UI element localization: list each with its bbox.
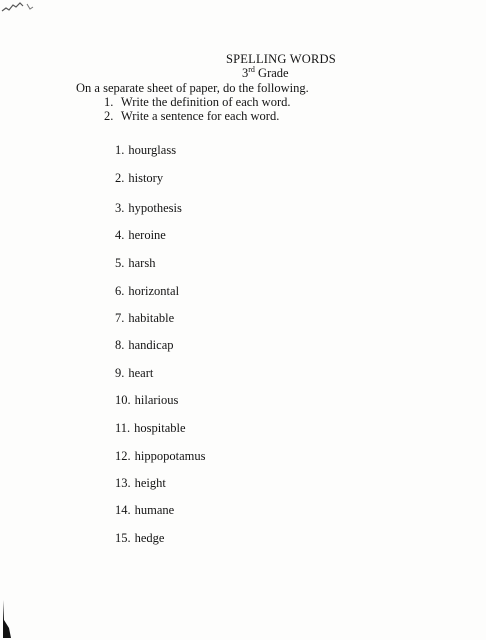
grade-word: Grade [258,66,289,80]
word-text: habitable [128,311,175,325]
word-text: hospitable [134,421,186,435]
grade-ordinal-suffix: rd [248,65,255,74]
word-text: harsh [128,256,156,270]
grade-number: 3 [242,66,249,80]
spelling-word-item [115,366,153,381]
step-number: 2. [104,109,114,123]
word-number: 13. [115,476,131,490]
word-text: hilarious [134,393,179,407]
word-number: 9. [115,366,125,380]
word-text: hypothesis [128,201,182,215]
word-number: 12. [115,449,131,463]
spelling-word-item [115,228,166,243]
spelling-word-item [115,421,186,436]
spelling-word-item [115,171,163,186]
step-text: Write a sentence for each word. [120,109,280,123]
word-number: 5. [115,256,125,270]
word-number: 2. [115,171,125,185]
spelling-word-item [115,311,174,326]
instruction-step [104,109,279,124]
grade-label [242,66,289,81]
spelling-word-item [115,531,164,546]
spelling-word-item [115,143,176,158]
word-text: handicap [128,338,174,352]
word-number: 4. [115,228,125,242]
scan-edge-mark [0,598,14,640]
spelling-word-item [115,284,179,299]
word-number: 1. [115,143,125,157]
word-text: hourglass [128,143,177,157]
word-text: history [128,171,164,185]
spelling-word-item [115,338,174,353]
word-number: 11. [115,421,131,435]
word-number: 3. [115,201,125,215]
word-text: humane [134,503,175,517]
spelling-word-item [115,201,182,216]
spelling-word-item [115,476,166,491]
instruction-text: On a separate sheet of paper, do the following. [76,81,309,95]
word-text: heart [128,366,154,380]
page-title: SPELLING WORDS [226,52,336,66]
spelling-word-item [115,256,155,271]
word-text: hippopotamus [134,449,206,463]
word-text: height [134,476,166,490]
word-number: 7. [115,311,125,325]
word-text: horizontal [128,284,180,298]
word-number: 15. [115,531,131,545]
spelling-word-item [115,449,205,464]
word-text: hedge [134,531,165,545]
step-text: Write the definition of each word. [120,95,291,109]
word-text: heroine [128,228,166,242]
step-number: 1. [104,95,114,109]
scan-smudge-mark [0,0,40,14]
word-number: 14. [115,503,131,517]
word-number: 10. [115,393,131,407]
word-number: 8. [115,338,125,352]
spelling-word-item [115,393,178,408]
instruction-step [104,95,290,110]
word-number: 6. [115,284,125,298]
spelling-word-item [115,503,174,518]
